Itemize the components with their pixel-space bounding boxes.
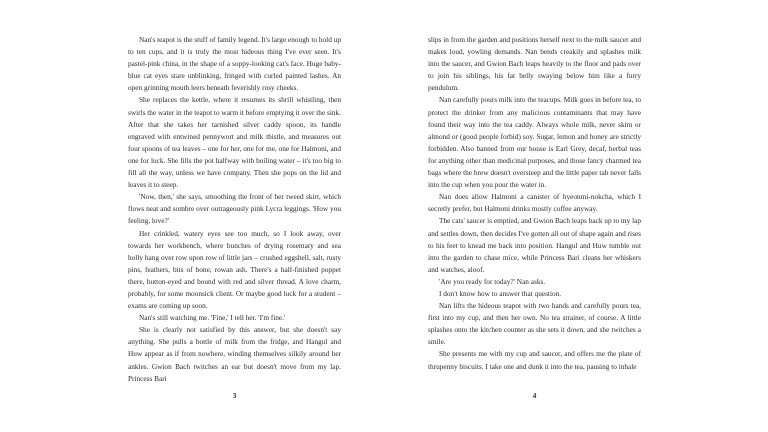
left-page: [128, 34, 341, 385]
paragraph: Nan carefully pours milk into the teacups. Milk goes in before tea, to protect the drinker from any malicious contaminants that may have found their way into the tea caddy. Always whole milk, never skim or almond or (good people forbid) soy. Sugar, lemon and honey are strictly forbidden. Also banned from our house is Earl Grey, decaf, herbal teas for anything other than medicinal purposes, and those fancy charmed tea bags where the brew doesn't oversteep and the little paper tab never falls into the cup when you pour the water in.: [428, 95, 641, 190]
paragraph: Her crinkled, watery eyes see too much, so I look away, over towards her workbench, where bunches of drying rosemary and sea holly hang over row upon row of little jars – crushed eggshell, salt, rusty pins, feathers, bits of bone, rowan ash. There's a half-finished poppet there, button-eyed and bound with red and silver thread. A love charm, probably, for some moonsick client. Or maybe good luck for a student – exams are coming up soon.: [128, 228, 341, 311]
paragraph: She is clearly not satisfied by this answer, but she doesn't say anything. She pulls a bottle of milk from the fridge, and Hangul and Huw appear as if from nowhere, winding themselves silkily around her ankles. Gwion Bach twitches an ear but doesn't move from my lap. Princess Bari: [128, 325, 341, 383]
paragraph: 'Now, then,' she says, smoothing the front of her tweed skirt, which flows neat and sombre over outrageously pink Lycra leggings. 'How you feeling, love?': [128, 192, 341, 226]
paragraph: Nan does allow Halmoni a canister of hyeonmi-nokcha, which I secretly prefer, but Halmoni drinks mostly coffee anyway.: [428, 192, 641, 214]
paragraph: 'Are you ready for today?' Nan asks.: [439, 276, 546, 286]
page-number-left: 3: [232, 391, 237, 400]
paragraph: I don't know how to answer that question.: [439, 288, 562, 298]
right-page: [428, 34, 641, 373]
paragraph: Nan lifts the hideous teapot with two hands and carefully pours tea, first into my cup, and then her own. No tea strainer, of course. A little splashes onto the kitchen counter as she sets it down, and she twitches a smile.: [428, 301, 641, 347]
paragraph: She presents me with my cup and saucer, and offers me the plate of thrupenny biscuits. I take one and dunk it into the tea, pausing to inhale: [428, 349, 641, 371]
paragraph: She replaces the kettle, where it resumes its shrill whistling, then swirls the water in the teapot to warm it before emptying it over the sink. After that she takes her tarnished silver caddy spoon, its handle engraved with entwined pennywort and milk thistle, and measures out four spoons of tea leaves – one for her, one for me, one for Halmoni, and one for luck. She fills the pot halfway with boiling water – it's too big to fill all the way, unless we have company. Then she pops on the lid and leaves it to steep.: [128, 95, 341, 190]
paragraph: The cats' saucer is emptied, and Gwion Bach leaps back up to my lap and settles down, then decides I've gotten all out of shape again and rises to his feet to knead me back into position. Hangul and Huw tumble out into the garden to chase mice, while Princess Bari cleans her whiskers and watches, aloof.: [428, 216, 641, 274]
paragraph: Nan's still watching me. 'Fine,' I tell her. 'I'm fine.': [139, 313, 286, 323]
paragraph: Nan's teapot is the stuff of family legend. It's large enough to hold up to ten cups, and it is truly the most hideous thing I've ever seen. It's pastel-pink china, in the shape of a soppy-looking cat's face. Huge baby-blue cat eyes stare unblinking, fringed with curled painted lashes. An open grinning mouth leers beneath feverishly rosy cheeks.: [128, 35, 341, 93]
page-number-right: 4: [532, 391, 537, 400]
paragraph-continued: slips in from the garden and positions herself next to the milk saucer and makes loud, yowling demands. Nan bends creakily and splashes milk into the saucer, and Gwion Bach leaps heavily to the floor and pads over to join his siblings, his fat belly swaying below him like a furry pendulum.: [428, 35, 641, 93]
